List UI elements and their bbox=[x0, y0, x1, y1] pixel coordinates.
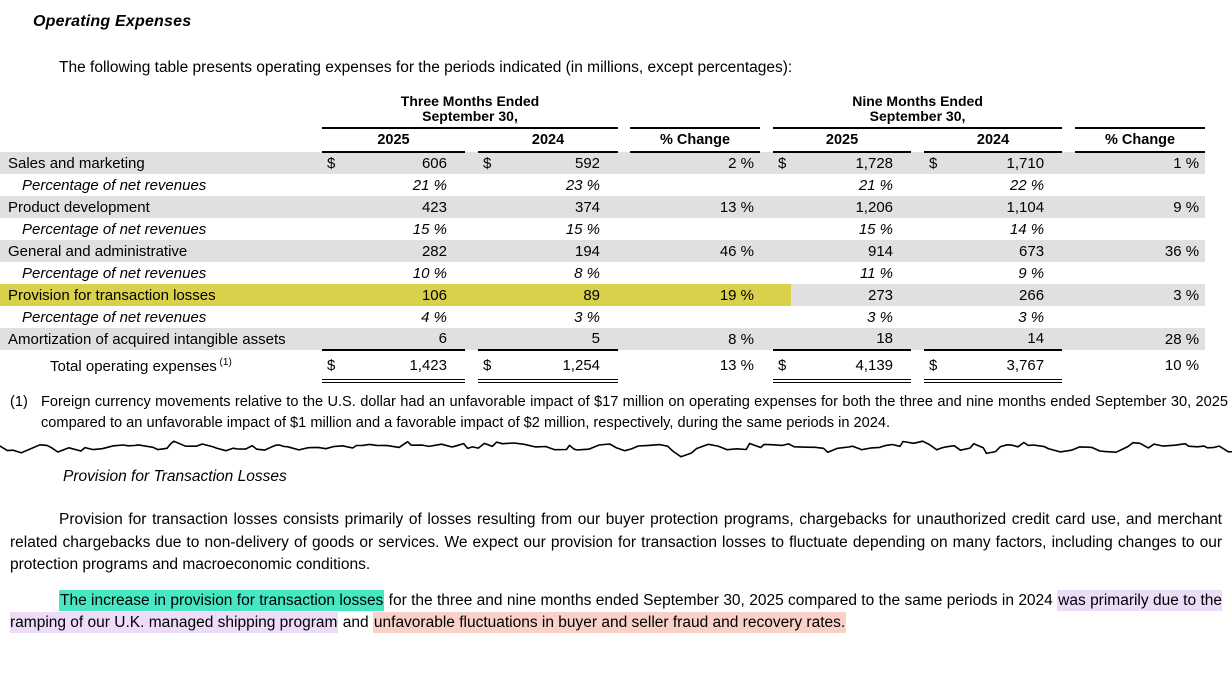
column-gap bbox=[1062, 196, 1075, 218]
currency-symbol bbox=[322, 218, 340, 240]
footnote-text: Foreign currency movements relative to the U.S. dollar had an unfavorable impact of $17 million on operating expenses for both the three and nine months ended September 30, 2025 compared to an unfavorable impact of $1 million and a favorable impact of $2 million, respectively, during the same periods in 2024. bbox=[41, 394, 1228, 431]
currency-symbol bbox=[478, 262, 496, 284]
currency-symbol: $ bbox=[322, 152, 340, 174]
amount-value: 1,423 bbox=[340, 350, 465, 381]
column-gap bbox=[465, 218, 478, 240]
column-gap bbox=[465, 152, 478, 174]
column-gap bbox=[760, 152, 773, 174]
currency-symbol bbox=[478, 328, 496, 350]
right-margin bbox=[1205, 196, 1232, 218]
column-gap bbox=[911, 196, 924, 218]
pct-change-value: 3 % bbox=[1075, 284, 1205, 306]
currency-symbol: $ bbox=[322, 350, 340, 381]
currency-symbol bbox=[478, 284, 496, 306]
right-margin bbox=[1205, 262, 1232, 284]
row-label: Sales and marketing bbox=[0, 152, 322, 174]
amount-value: 1,710 bbox=[942, 152, 1062, 174]
pct-change-value bbox=[1075, 306, 1205, 328]
currency-symbol bbox=[924, 218, 942, 240]
column-gap bbox=[1062, 306, 1075, 328]
year-header-row bbox=[0, 128, 1232, 152]
currency-symbol bbox=[773, 196, 791, 218]
currency-symbol: $ bbox=[478, 350, 496, 381]
column-gap bbox=[760, 284, 773, 306]
pct-change-value bbox=[1075, 262, 1205, 284]
column-gap bbox=[760, 328, 773, 350]
row-label: Total operating expenses $^{(1)}$ bbox=[50, 356, 232, 375]
pct-change-value bbox=[1075, 174, 1205, 196]
period-header-nine-months bbox=[773, 94, 1062, 128]
operating-expenses-table bbox=[0, 94, 1232, 383]
column-gap bbox=[911, 284, 924, 306]
period-header-row bbox=[0, 94, 1232, 128]
amount-value: 11 % bbox=[859, 264, 894, 282]
column-gap bbox=[911, 350, 924, 381]
footnote bbox=[10, 392, 1228, 434]
year-header-2024-9m: 2024 bbox=[924, 128, 1062, 152]
column-gap bbox=[618, 152, 630, 174]
currency-symbol bbox=[478, 306, 496, 328]
currency-symbol bbox=[478, 218, 496, 240]
pct-change-value: 1 % bbox=[1075, 152, 1205, 174]
period-title-line1: Three Months Ended bbox=[400, 93, 540, 109]
footnote-marker: (1) bbox=[10, 394, 28, 410]
row-label: Provision for transaction losses bbox=[0, 284, 322, 306]
column-gap bbox=[1062, 284, 1075, 306]
amount-value: 5 bbox=[496, 328, 618, 350]
pct-change-value: 13 % bbox=[630, 196, 760, 218]
amount-value: 1,104 bbox=[942, 196, 1062, 218]
currency-symbol bbox=[322, 284, 340, 306]
currency-symbol bbox=[322, 240, 340, 262]
pct-change-value: 46 % bbox=[630, 240, 760, 262]
header-spacer bbox=[0, 94, 322, 128]
pct-change-rule bbox=[630, 94, 760, 128]
column-gap bbox=[465, 240, 478, 262]
amount-value: 21 % bbox=[412, 176, 447, 194]
amount-value: 14 bbox=[942, 328, 1062, 350]
amount-value: 273 bbox=[791, 284, 911, 306]
header-gap bbox=[911, 128, 924, 152]
amount-value: 592 bbox=[496, 152, 618, 174]
currency-symbol: $ bbox=[773, 350, 791, 381]
page-title: Operating Expenses bbox=[33, 13, 192, 30]
right-margin bbox=[1205, 218, 1232, 240]
right-margin bbox=[1205, 350, 1232, 381]
row-pct-net-revenues-product bbox=[0, 218, 1232, 240]
pct-change-value bbox=[630, 174, 760, 196]
column-gap bbox=[618, 284, 630, 306]
amount-value: 3,767 bbox=[942, 350, 1062, 381]
amount-value: 1,728 bbox=[791, 152, 911, 174]
currency-symbol bbox=[773, 218, 791, 240]
pct-change-value: 13 % bbox=[719, 357, 755, 374]
currency-symbol bbox=[478, 240, 496, 262]
pct-change-value bbox=[630, 218, 760, 240]
right-margin bbox=[1205, 174, 1232, 196]
intro-paragraph: The following table presents operating expenses for the periods indicated (in millions, except percentages): bbox=[59, 59, 793, 76]
column-gap bbox=[911, 306, 924, 328]
amount-value: 423 bbox=[340, 196, 465, 218]
right-margin bbox=[1205, 306, 1232, 328]
header-gap bbox=[1062, 128, 1075, 152]
pct-change-value: 2 % bbox=[630, 152, 760, 174]
column-gap bbox=[1062, 218, 1075, 240]
row-provision-transaction-losses bbox=[0, 284, 1232, 306]
amount-value: 1,206 bbox=[791, 196, 911, 218]
currency-symbol bbox=[322, 306, 340, 328]
right-margin bbox=[1205, 328, 1232, 350]
row-pct-net-revenues-provision bbox=[0, 306, 1232, 328]
currency-symbol bbox=[924, 174, 942, 196]
amount-value: 106 bbox=[340, 284, 465, 306]
column-gap bbox=[911, 240, 924, 262]
right-margin bbox=[1205, 284, 1232, 306]
header-gap bbox=[760, 94, 773, 128]
year-header-2024-3m: 2024 bbox=[478, 128, 618, 152]
column-gap bbox=[911, 152, 924, 174]
column-gap bbox=[618, 350, 630, 381]
header-gap bbox=[618, 128, 630, 152]
currency-symbol bbox=[478, 196, 496, 218]
currency-symbol bbox=[773, 306, 791, 328]
text-segment: for the three and nine months ended September 30, 2025 compared to the same periods in 2024 bbox=[384, 591, 1058, 609]
period-title-line1: Nine Months Ended bbox=[852, 93, 983, 109]
amount-value: 194 bbox=[496, 240, 618, 262]
year-header-2025-9m: 2025 bbox=[773, 128, 911, 152]
currency-symbol: $ bbox=[478, 152, 496, 174]
pct-change-header-9m: % Change bbox=[1075, 128, 1205, 152]
row-sales-and-marketing bbox=[0, 152, 1232, 174]
amount-value: 10 % bbox=[412, 264, 447, 282]
amount-value: 6 bbox=[340, 328, 465, 350]
amount-value: 374 bbox=[496, 196, 618, 218]
text-segment: and bbox=[338, 614, 373, 631]
amount-value: 8 % bbox=[574, 264, 601, 282]
row-label: Percentage of net revenues bbox=[22, 264, 207, 282]
column-gap bbox=[465, 262, 478, 284]
pct-change-value: 19 % bbox=[630, 284, 760, 306]
header-spacer bbox=[0, 128, 322, 152]
column-gap bbox=[618, 306, 630, 328]
column-gap bbox=[1062, 262, 1075, 284]
header-gap bbox=[465, 128, 478, 152]
column-gap bbox=[618, 196, 630, 218]
pct-change-value: 9 % bbox=[1075, 196, 1205, 218]
pct-change-value bbox=[1075, 218, 1205, 240]
currency-symbol: $ bbox=[924, 152, 942, 174]
column-gap bbox=[618, 328, 630, 350]
currency-symbol bbox=[773, 262, 791, 284]
column-gap bbox=[1062, 350, 1075, 381]
currency-symbol bbox=[322, 328, 340, 350]
currency-symbol bbox=[773, 174, 791, 196]
amount-value: 3 % bbox=[867, 308, 894, 326]
row-pct-net-revenues-ga bbox=[0, 262, 1232, 284]
row-label: Percentage of net revenues bbox=[22, 308, 207, 326]
amount-value: 4,139 bbox=[791, 350, 911, 381]
row-label: Percentage of net revenues bbox=[22, 176, 207, 194]
currency-symbol bbox=[322, 196, 340, 218]
currency-symbol bbox=[773, 284, 791, 306]
period-header-three-months bbox=[322, 94, 618, 128]
column-gap bbox=[618, 218, 630, 240]
column-gap bbox=[911, 218, 924, 240]
header-spacer bbox=[1205, 128, 1232, 152]
column-gap bbox=[465, 328, 478, 350]
amount-value: 21 % bbox=[858, 176, 894, 194]
header-gap bbox=[760, 128, 773, 152]
currency-symbol bbox=[773, 328, 791, 350]
pct-change-header-3m: % Change bbox=[630, 128, 760, 152]
column-gap bbox=[760, 218, 773, 240]
amount-value: 1,254 bbox=[496, 350, 618, 381]
currency-symbol bbox=[924, 240, 942, 262]
column-gap bbox=[911, 328, 924, 350]
currency-symbol: $ bbox=[924, 350, 942, 381]
currency-symbol bbox=[924, 196, 942, 218]
pct-change-rule bbox=[1075, 94, 1205, 128]
row-general-administrative bbox=[0, 240, 1232, 262]
amount-value: 15 % bbox=[412, 220, 447, 238]
currency-symbol bbox=[924, 306, 942, 328]
pct-change-value: 36 % bbox=[1075, 240, 1205, 262]
pct-change-value: 28 % bbox=[1075, 328, 1205, 350]
column-gap bbox=[618, 262, 630, 284]
column-gap bbox=[465, 306, 478, 328]
row-label: Amortization of acquired intangible assets bbox=[0, 328, 322, 350]
amount-value: 914 bbox=[791, 240, 911, 262]
section-paragraph-1: Provision for transaction losses consists primarily of losses resulting from our buyer protection programs, chargebacks for unauthorized credit card use, and merchant related chargebacks due to non-delivery of goods or services. We expect our provision for transaction losses to fluctuate depending on many factors, including changes to our protection programs and macroeconomic conditions. bbox=[10, 511, 1222, 573]
column-gap bbox=[760, 240, 773, 262]
pct-change-value: 10 % bbox=[1164, 357, 1200, 374]
column-gap bbox=[911, 174, 924, 196]
amount-value: 266 bbox=[942, 284, 1062, 306]
column-gap bbox=[760, 306, 773, 328]
currency-symbol bbox=[322, 174, 340, 196]
pct-change-value bbox=[630, 262, 760, 284]
amount-value: 89 bbox=[496, 284, 618, 306]
column-gap bbox=[1062, 174, 1075, 196]
footnote-reference: (1) bbox=[216, 356, 232, 368]
header-gap bbox=[1062, 94, 1075, 128]
right-margin bbox=[1205, 240, 1232, 262]
currency-symbol bbox=[924, 262, 942, 284]
amount-value: 282 bbox=[340, 240, 465, 262]
amount-value: 14 % bbox=[1009, 220, 1045, 238]
amount-value: 3 % bbox=[1018, 308, 1045, 326]
highlight-pink: unfavorable fluctuations in buyer and seller fraud and recovery rates. bbox=[373, 614, 846, 631]
column-gap bbox=[911, 262, 924, 284]
amount-value: 4 % bbox=[421, 308, 447, 326]
column-gap bbox=[465, 196, 478, 218]
column-gap bbox=[1062, 240, 1075, 262]
period-title-line2: September 30, bbox=[422, 108, 518, 124]
header-gap bbox=[618, 94, 630, 128]
amount-value: 9 % bbox=[1018, 264, 1045, 282]
column-gap bbox=[465, 350, 478, 381]
amount-value: 15 % bbox=[858, 220, 894, 238]
amount-value: 18 bbox=[791, 328, 911, 350]
amount-value: 3 % bbox=[574, 308, 601, 326]
year-header-2025-3m: 2025 bbox=[322, 128, 465, 152]
row-label: Percentage of net revenues bbox=[22, 220, 207, 238]
column-gap bbox=[465, 174, 478, 196]
currency-symbol bbox=[924, 284, 942, 306]
column-gap bbox=[760, 174, 773, 196]
row-product-development bbox=[0, 196, 1232, 218]
row-amortization-intangibles bbox=[0, 328, 1232, 350]
row-total-operating-expenses bbox=[0, 350, 1232, 381]
currency-symbol bbox=[478, 174, 496, 196]
column-gap bbox=[760, 262, 773, 284]
amount-value: 15 % bbox=[565, 220, 601, 238]
row-pct-net-revenues-sales bbox=[0, 174, 1232, 196]
section-paragraph-2 bbox=[10, 590, 1222, 635]
pct-change-value bbox=[630, 306, 760, 328]
highlight-lavender: was primarily due to the ramping of our U.K. managed shipping program bbox=[10, 591, 1222, 631]
column-gap bbox=[1062, 152, 1075, 174]
currency-symbol bbox=[924, 328, 942, 350]
row-label: General and administrative bbox=[0, 240, 322, 262]
amount-value: 23 % bbox=[565, 176, 601, 194]
column-gap bbox=[618, 240, 630, 262]
amount-value: 606 bbox=[340, 152, 465, 174]
period-title-line2: September 30, bbox=[869, 108, 966, 124]
currency-symbol bbox=[773, 240, 791, 262]
row-label: Product development bbox=[0, 196, 322, 218]
torn-edge-divider bbox=[0, 437, 1232, 461]
highlight-teal: The increase in provision for transaction losses bbox=[60, 591, 384, 609]
currency-symbol: $ bbox=[773, 152, 791, 174]
pct-change-value: 8 % bbox=[630, 328, 760, 350]
amount-value: 673 bbox=[942, 240, 1062, 262]
column-gap bbox=[760, 350, 773, 381]
column-gap bbox=[618, 174, 630, 196]
right-margin bbox=[1205, 152, 1232, 174]
column-gap bbox=[465, 284, 478, 306]
section-heading: Provision for Transaction Losses bbox=[63, 468, 287, 485]
amount-value: 22 % bbox=[1009, 176, 1045, 194]
column-gap bbox=[1062, 328, 1075, 350]
currency-symbol bbox=[322, 262, 340, 284]
header-spacer bbox=[1205, 94, 1232, 128]
column-gap bbox=[760, 196, 773, 218]
